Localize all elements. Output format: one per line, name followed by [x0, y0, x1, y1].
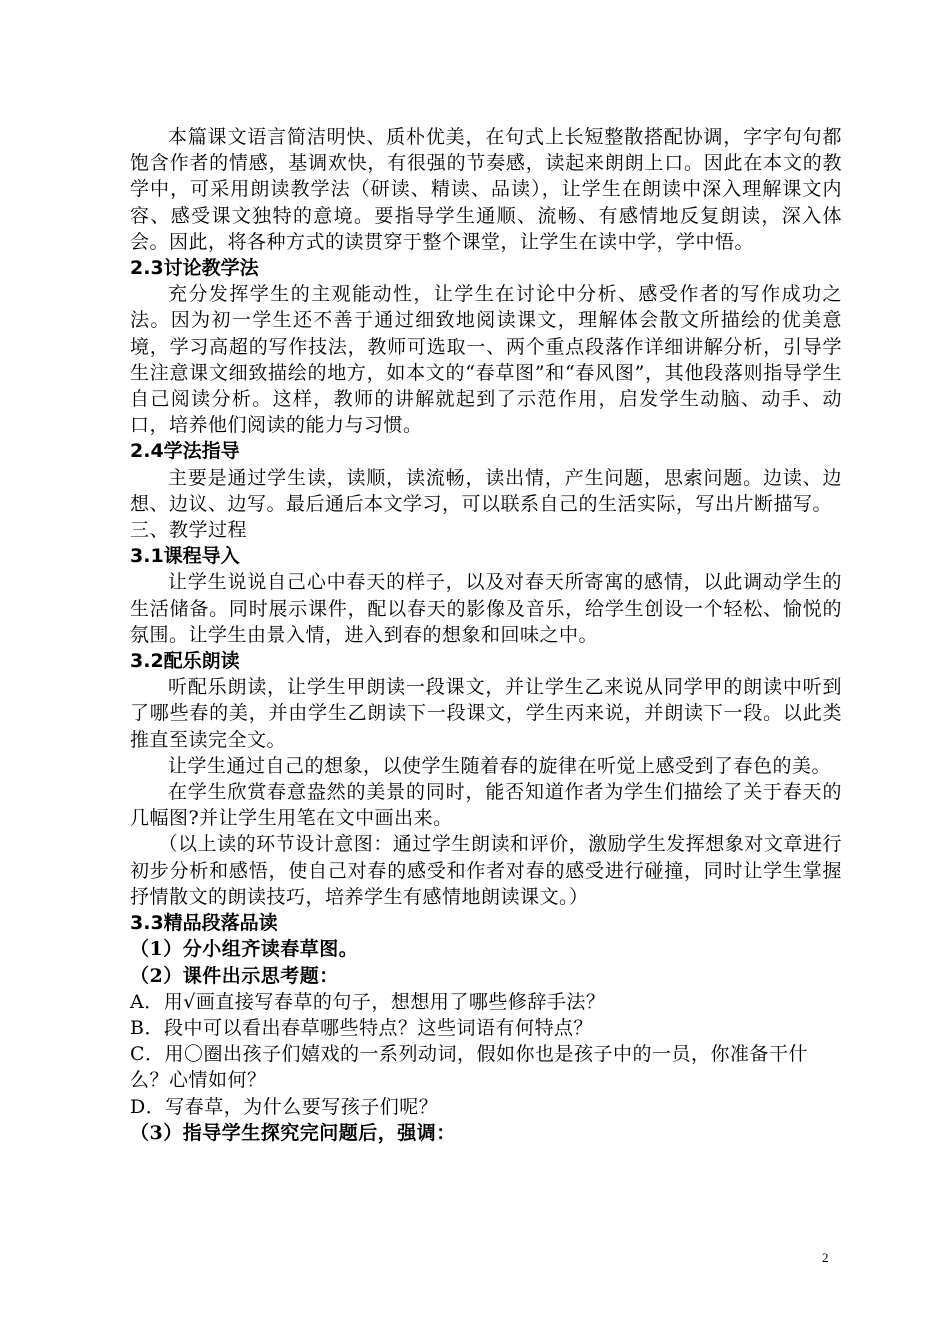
- question-d: D．写春草，为什么要写孩子们呢？: [130, 1095, 439, 1118]
- heading-3-3: 3.3精品段落品读: [130, 912, 278, 935]
- paragraph-appreciation: 在学生欣赏春意盎然的美景的同时，能否知道作者为学生们描绘了关于春天的几幅图?并让学生用笔在文中画出来。: [130, 781, 842, 830]
- section-title-3: 三、教学过程: [130, 519, 248, 542]
- step-3: （3）指导学生探究完问题后，强调：: [130, 1121, 456, 1144]
- heading-3-1: 3.1课程导入: [130, 545, 240, 568]
- document-body: [130, 124, 842, 1146]
- question-a: A．用√画直接写春草的句子，想想用了哪些修辞手法？: [130, 990, 606, 1013]
- heading-2-3: 2.3讨论教学法: [130, 257, 259, 280]
- question-c: C．用〇圈出孩子们嬉戏的一系列动词，假如你也是孩子中的一员，你准备干什么？心情如何？: [130, 1043, 809, 1092]
- paragraph-design-intent: （以上读的环节设计意图：通过学生朗读和评价，激励学生发挥想象对文章进行初步分析和感悟，使自己对春的感受和作者对春的感受进行碰撞，同时让学生掌握抒情散文的朗读技巧，培养学生有感情地朗读课文。）: [130, 833, 842, 908]
- step-1: （1）分小组齐读春草图。: [130, 938, 359, 961]
- paragraph-imagination: 让学生通过自己的想象，以使学生随着春的旋律在听觉上感受到了春色的美。: [168, 754, 832, 777]
- step-2: （2）课件出示思考题：: [130, 964, 339, 987]
- paragraph-discussion-method: 充分发挥学生的主观能动性，让学生在讨论中分析、感受作者的写作成功之法。因为初一学生还不善于通过细致地阅读课文，理解体会散文所描绘的优美意境，学习高超的写作技法，教师可选取一、两个重点段落作详细讲解分析，引导学生注意课文细致描绘的地方，如本文的“春草图”和“春风图”，其他段落则指导学生自己阅读分析。这样，教师的讲解就起到了示范作用，启发学生动脑、动手、动口，培养他们阅读的能力与习惯。: [130, 283, 842, 437]
- heading-2-4: 2.4学法指导: [130, 440, 240, 463]
- heading-3-2: 3.2配乐朗读: [130, 650, 240, 673]
- paragraph-study-guide: 主要是通过学生读，读顺，读流畅，读出情，产生问题，思索问题。边读、边想、边议、边写。最后通后本文学习，可以联系自己的生活实际，写出片断描写。: [130, 466, 842, 515]
- page-number: 2: [822, 1250, 829, 1265]
- question-b: B．段中可以看出春草哪些特点？这些词语有何特点？: [130, 1016, 593, 1039]
- paragraph-reading-method: 本篇课文语言简洁明快、质朴优美，在句式上长短整散搭配协调，字字句句都饱含作者的情感，基调欢快，有很强的节奏感，读起来朗朗上口。因此在本文的教学中，可采用朗读教学法（研读、精读、品读），让学生在朗读中深入理解课文内容、感受课文独特的意境。要指导学生通顺、流畅、有感情地反复朗读，深入体会。因此，将各种方式的读贯穿于整个课堂，让学生在读中学，学中悟。: [130, 126, 842, 253]
- paragraph-intro: 让学生说说自己心中春天的样子，以及对春天所寄寓的感情，以此调动学生的生活储备。同时展示课件，配以春天的影像及音乐，给学生创设一个轻松、愉悦的氛围。让学生由景入情，进入到春的想象和回味之中。: [130, 571, 842, 646]
- paragraph-music-reading: 听配乐朗读，让学生甲朗读一段课文，并让学生乙来说从同学甲的朗读中听到了哪些春的美，并由学生乙朗读下一段课文，学生丙来说，并朗读下一段。以此类推直至读完全文。: [130, 676, 842, 751]
